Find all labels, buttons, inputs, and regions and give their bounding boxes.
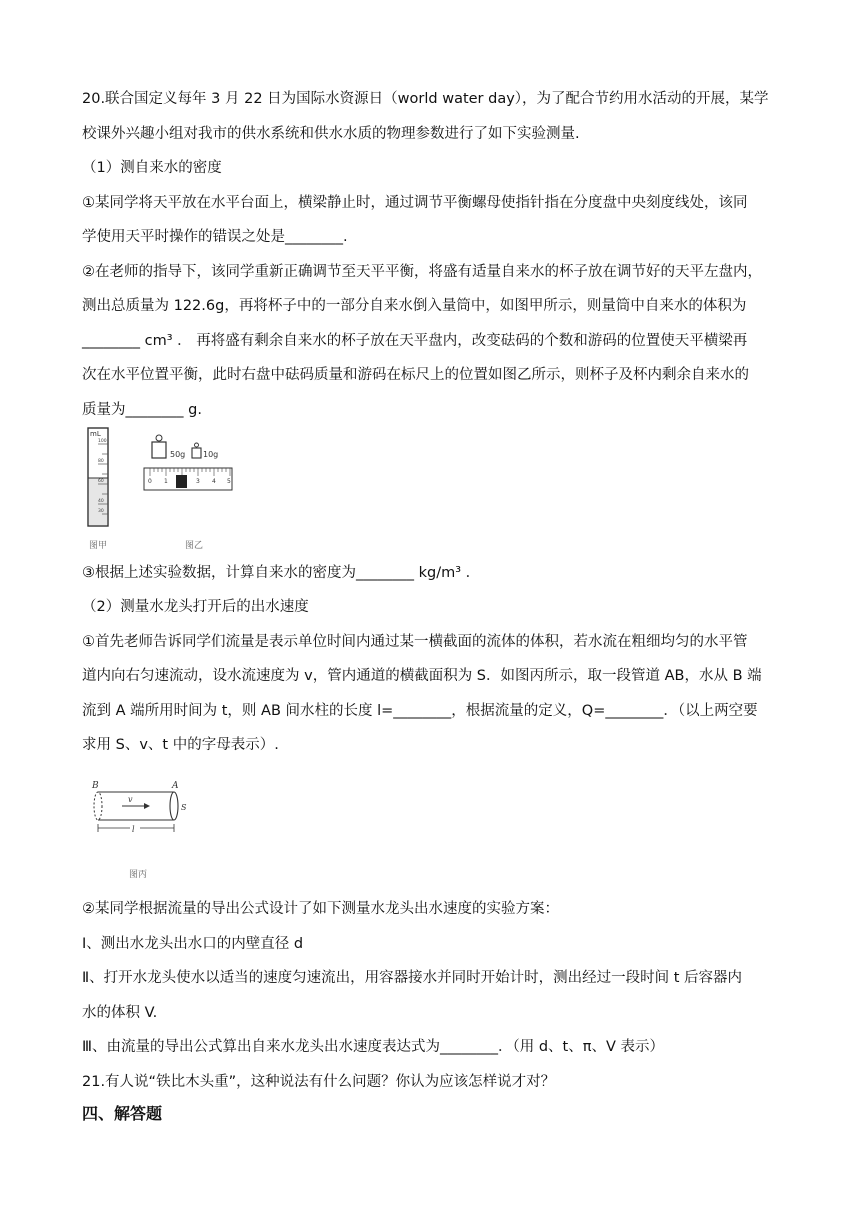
q20-line-16: 求用 S、v、t 中的字母表示）. [82, 737, 279, 753]
q20-line-4: ①某同学将天平放在水平台面上，横梁静止时，通过调节平衡螺母使指针指在分度盘中央刻度线处，该同 [82, 195, 748, 211]
q20-line-19: Ⅱ、打开水龙头使水以适当的速度匀速流出，用容器接水并同时开始计时，测出经过一段时间 t 后容器内 [82, 970, 743, 986]
q20-line-8: ________ cm³ ． 再将盛有剩余自来水的杯子放在天平盘内，改变砝码的个数和游码的位置使天平横梁再 [82, 333, 748, 349]
q20-line-13: ①首先老师告诉同学们流量是表示单位时间内通过某一横截面的流体的体积，若水流在粗细均匀的水平管 [82, 634, 748, 650]
figure-jia-measuring-cylinder [84, 426, 114, 530]
figure-yi-caption: 图乙 [185, 541, 204, 551]
cylinder-tick-40: 40 [98, 499, 104, 504]
pipe-label-l: l [132, 825, 135, 834]
weight-10g-label: 10g [203, 450, 219, 459]
q20-line-6: ②在老师的指导下，该同学重新正确调节至天平平衡，将盛有适量自来水的杯子放在调节好的天平左盘内， [82, 264, 762, 280]
q20-line-10: 质量为________ g. [82, 402, 202, 418]
q20-line-5: 学使用天平时操作的错误之处是________. [82, 229, 348, 245]
pipe-label-v: v [128, 795, 133, 804]
q20-line-20: 水的体积 V. [82, 1005, 158, 1021]
q20-line-3: （1）测自来水的密度 [82, 160, 222, 176]
q21-text: 21.有人说“铁比木头重”，这种说法有什么问题？你认为应该怎样说才对？ [82, 1074, 556, 1090]
scale-label-3: 3 [196, 478, 200, 485]
pipe-label-b: B [92, 781, 99, 791]
q20-line-14: 道内向右匀速流动，设水流速度为 v，管内通道的横截面积为 S．如图丙所示，取一段管道 AB，水从 B 端 [82, 668, 762, 684]
figure-bing-pipe [88, 778, 192, 840]
q20-line-21: Ⅲ、由流量的导出公式算出自来水龙头出水速度表达式为________．（用 d、t、π、V 表示） [82, 1039, 665, 1055]
pipe-label-a: A [172, 781, 179, 791]
cylinder-tick-60: 60 [98, 479, 104, 484]
figure-jia-caption: 图甲 [89, 541, 108, 551]
q20-line-9: 次在水平位置平衡，此时右盘中砝码质量和游码在标尺上的位置如图乙所示，则杯子及杯内剩余自来水的 [82, 367, 749, 383]
cylinder-tick-100: 100 [98, 439, 107, 444]
cylinder-tick-30: 30 [98, 509, 104, 514]
figure-bing-caption: 图丙 [129, 870, 148, 880]
section-4-title: 四、解答题 [82, 1104, 163, 1123]
figure-yi-weights-and-scale [142, 432, 234, 496]
scale-label-4: 4 [212, 478, 216, 485]
q20-line-7: 测出总质量为 122.6g，再将杯子中的一部分自来水倒入量筒中，如图甲所示，则量筒中自来水的体积为 [82, 298, 747, 314]
scale-label-0: 0 [148, 478, 152, 485]
q20-line-12: （2）测量水龙头打开后的出水速度 [82, 599, 309, 615]
q20-line-15: 流到 A 端所用时间为 t，则 AB 间水柱的长度 l=________，根据流量的定义，Q=________．（以上两空要 [82, 703, 758, 719]
scale-label-1: 1 [164, 478, 168, 485]
cylinder-unit: mL [90, 430, 101, 438]
scale-label-5: 5 [227, 478, 231, 485]
q20-line-2: 校课外兴趣小组对我市的供水系统和供水水质的物理参数进行了如下实验测量. [82, 126, 580, 142]
q20-line-1: 20.联合国定义每年 3 月 22 日为国际水资源日（world water day），为了配合节约用水活动的开展，某学 [82, 91, 769, 107]
cylinder-tick-80: 80 [98, 459, 104, 464]
q20-line-18: Ⅰ、测出水龙头出水口的内壁直径 d [82, 936, 304, 952]
q20-line-17: ②某同学根据流量的导出公式设计了如下测量水龙头出水速度的实验方案： [82, 901, 559, 917]
weight-50g-label: 50g [170, 450, 186, 459]
pipe-label-s: S [181, 803, 187, 812]
scale-rider [176, 475, 187, 488]
q20-line-11: ③根据上述实验数据，计算自来水的密度为________ kg/m³ ． [82, 565, 481, 581]
